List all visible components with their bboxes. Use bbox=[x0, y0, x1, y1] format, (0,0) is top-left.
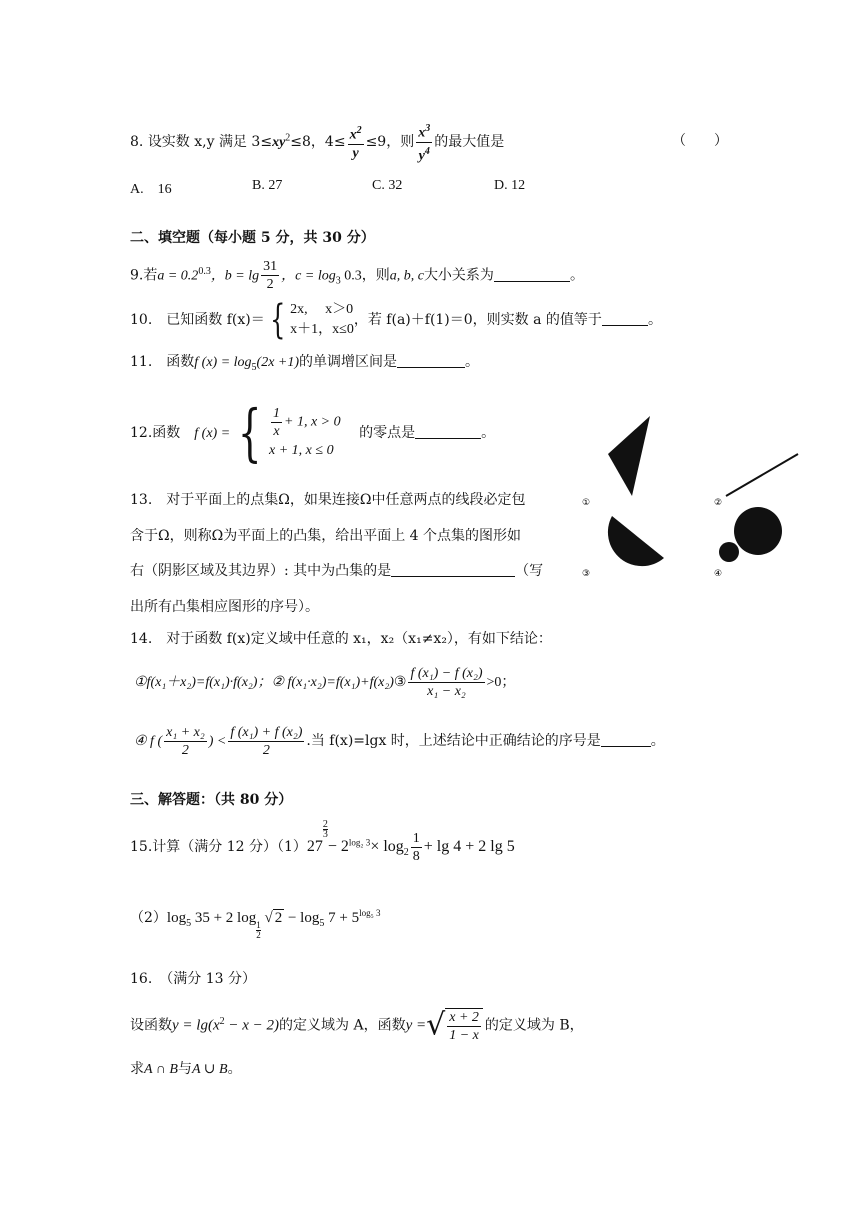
question-11 bbox=[130, 351, 479, 373]
q8-option-a: A. 16 bbox=[130, 182, 172, 197]
q9-b-den: 2 bbox=[266, 277, 274, 293]
q9-c-sub: 3 bbox=[335, 275, 341, 287]
q9-c-tail: 0.3，则 bbox=[340, 268, 390, 284]
q10-case-2: x＋1，x≤0 bbox=[290, 322, 354, 337]
q16-y2: y = bbox=[405, 1017, 427, 1034]
q15-e1: log bbox=[166, 910, 187, 926]
q16-set-1: A ∩ B bbox=[144, 1062, 178, 1077]
q15-t3-num: 1 bbox=[412, 830, 420, 846]
q14-c3-tail: >0； bbox=[486, 675, 516, 690]
q14-c4-num: x₁ + x₂ bbox=[166, 725, 205, 741]
q16-y2-num: x + 2 bbox=[449, 1009, 479, 1025]
q15-e1-tail: 35 + 2 log bbox=[191, 910, 257, 926]
q8-frac2-den: y bbox=[418, 148, 425, 164]
q8-xy: xy bbox=[272, 135, 286, 151]
q13-line-1: 13. 对于平面上的点集Ω，如果连接Ω中任意两点的线段必定包 bbox=[130, 492, 526, 508]
q11-pre: 11. 函数 bbox=[130, 354, 195, 370]
q12-case1-den: x bbox=[273, 423, 280, 439]
q8-option-d: D. 12 bbox=[494, 178, 526, 193]
figure-label-1: ① bbox=[582, 498, 591, 508]
q14-c3: ③ bbox=[393, 675, 407, 690]
q16-line-2a: 求 bbox=[130, 1061, 144, 1077]
q14-c4-fraction-2 bbox=[228, 724, 304, 759]
q15-t1: 27 bbox=[306, 838, 323, 855]
q15-t1-exp-den: 3 bbox=[322, 829, 328, 840]
q15-part-1 bbox=[130, 820, 515, 875]
q10-end: 。 bbox=[647, 312, 662, 328]
q16-line-2b: 与 bbox=[177, 1061, 192, 1077]
q12-case-1 bbox=[269, 405, 341, 440]
q11-sub: 5 bbox=[251, 361, 257, 373]
q13-line-2: 含于Ω，则称Ω为平面上的凸集，给出平面上 4 个点集的图形如 bbox=[130, 528, 522, 544]
q16-set-2: A ∪ B bbox=[191, 1062, 228, 1077]
q14-answer-blank[interactable] bbox=[601, 732, 651, 747]
q10-answer-blank[interactable] bbox=[602, 311, 648, 326]
q8-frac1-den: y bbox=[352, 145, 359, 161]
q10-brace: { bbox=[269, 297, 286, 343]
q16-head: 16. （满分 13 分） bbox=[130, 971, 256, 987]
q12-brace: { bbox=[237, 396, 262, 469]
q14-c4-den: 2 bbox=[181, 743, 189, 759]
q12-case1-tail: + 1, x > 0 bbox=[284, 414, 341, 430]
q16-line-1 bbox=[130, 1002, 584, 1046]
q8-option-b: B. 27 bbox=[252, 178, 283, 193]
q8-exp: 2 bbox=[285, 132, 291, 144]
q8-fraction-1 bbox=[348, 122, 364, 162]
q12-answer-blank[interactable] bbox=[415, 424, 481, 439]
q13-line-3 bbox=[130, 560, 543, 580]
q10-case-1: 2x, x＞0 bbox=[290, 302, 354, 317]
q15-e3: − log bbox=[287, 910, 320, 926]
q16-line-1b: 的定义域为 A，函数 bbox=[279, 1017, 406, 1034]
q9-tail: 大小关系为 bbox=[423, 267, 494, 284]
q14-c4-den2: 2 bbox=[262, 743, 270, 759]
q15-t3-fraction bbox=[411, 830, 422, 865]
q14-c3-den: x₁ − x₂ bbox=[427, 684, 466, 700]
q15-e2-radicand: 2 bbox=[274, 910, 283, 926]
q13-line-3b: （写 bbox=[515, 563, 544, 579]
q15-e2-sub bbox=[256, 921, 261, 940]
q13-line-3a: 右（阴影区域及其边界）: 其中为凸集的是 bbox=[130, 563, 392, 579]
q8-text: 设实数 x,y 满足 3≤ bbox=[147, 134, 273, 151]
figure-3-semicircle bbox=[608, 516, 664, 566]
q12-fx: f (x) bbox=[194, 426, 218, 441]
q14-c1: ①f(x₁＋x₂)=f(x₁)·f(x₂)； bbox=[134, 675, 272, 690]
q8-answer-paren: （ ） bbox=[672, 133, 728, 149]
q14-c2: ② f(x₁·x₂)=f(x₁)+f(x₂) bbox=[271, 675, 394, 690]
q16-y1-exp: 2 bbox=[219, 1016, 225, 1027]
q11-fx: f (x) = log bbox=[194, 355, 252, 370]
q9-abc: a, b, c bbox=[389, 268, 424, 284]
q11-end: 。 bbox=[465, 354, 480, 370]
q8-option-c: C. 32 bbox=[372, 178, 403, 193]
q16-line-1a: 设函数 bbox=[130, 1017, 172, 1034]
figure-4-large-circle bbox=[734, 507, 782, 555]
q15-e1-sub: 5 bbox=[186, 918, 192, 929]
q8-text-c: ≤9，则 bbox=[365, 134, 415, 151]
q9-end: 。 bbox=[569, 267, 584, 284]
q12-tail: 的零点是 bbox=[359, 425, 416, 441]
figure-4-small-circle bbox=[719, 542, 739, 562]
q11-answer-blank[interactable] bbox=[397, 353, 465, 368]
q15-t3-sub: 2 bbox=[403, 846, 409, 858]
q15-e2-sub-num: 1 bbox=[256, 920, 261, 930]
q15-e3-tail: 7 + 5 bbox=[324, 910, 360, 926]
q15-t2: − 2 bbox=[327, 838, 349, 855]
section-3-title: 三、解答题：（共 80 分） bbox=[130, 792, 293, 808]
q15-e2-sub-den: 2 bbox=[256, 930, 261, 940]
q14-c4-tail: .当 f(x)=lgx 时，上述结论中正确结论的序号是 bbox=[306, 733, 601, 749]
q8-text-d: 的最大值是 bbox=[434, 134, 505, 151]
q15-e4-exp: log₅ 3 bbox=[359, 908, 381, 918]
q13-line-4: 出所有凸集相应图形的序号）。 bbox=[130, 599, 319, 615]
q16-y2-den: 1 − x bbox=[449, 1027, 479, 1043]
q9-c: ，c = log bbox=[281, 268, 336, 284]
q9-a: a = 0.2 bbox=[157, 268, 199, 284]
q11-arg: (2x +1) bbox=[256, 355, 300, 370]
q11-tail: 的单调增区间是 bbox=[299, 354, 398, 370]
q15-part-2: $(2)\log_5$ 35 + 2 log $\frac{1}{2}$ √ $2 - \log_5 7 + 5^{log_5 3}$ bbox=[130, 908, 381, 940]
q9-answer-blank[interactable] bbox=[494, 267, 570, 282]
q8-frac1-exp: 2 bbox=[356, 125, 362, 137]
q12-pre: 12.函数 bbox=[130, 425, 195, 441]
q9-a-exp: 0.3 bbox=[198, 266, 211, 277]
q8-number: 8. bbox=[130, 134, 144, 151]
q16-y2-fraction bbox=[445, 1008, 483, 1044]
q10-cases bbox=[290, 300, 354, 340]
q8-fraction-2 bbox=[416, 120, 432, 164]
question-9 bbox=[130, 252, 584, 301]
q15-t2-exp: log₂ 3 bbox=[348, 837, 371, 848]
q16-y1-tail: − x − 2) bbox=[224, 1017, 280, 1034]
q8-text-b: ≤8，4≤ bbox=[290, 134, 346, 151]
q12-case1-num: 1 bbox=[273, 405, 281, 421]
q10-tail: ，若 f(a)＋f(1)＝0，则实数 a 的值等于 bbox=[353, 312, 602, 328]
q14-c4-mid: ) < bbox=[208, 734, 227, 749]
q9-b-fraction bbox=[261, 258, 279, 293]
q8-frac1-num: x bbox=[349, 127, 357, 143]
q15-t3: × log bbox=[370, 838, 404, 855]
q14-c3-num: f (x₁) − f (x₂) bbox=[410, 666, 483, 682]
q9-pre: 9.若 bbox=[130, 267, 158, 284]
q13-answer-blank[interactable] bbox=[391, 562, 515, 577]
figure-1-triangle bbox=[608, 416, 650, 496]
q12-case-2: x + 1, x ≤ 0 bbox=[269, 442, 334, 458]
q8-frac2-numexp: 3 bbox=[425, 123, 431, 134]
q15-pre: 15.计算（满分 12 分）（1） bbox=[130, 839, 307, 855]
q16-end: 。 bbox=[227, 1061, 242, 1077]
q14-c4-pre: ④ f ( bbox=[134, 734, 163, 749]
q8-frac2-num: x bbox=[418, 125, 426, 141]
q15-t1-exp bbox=[323, 820, 328, 839]
q14-line-1: 14. 对于函数 f(x)定义域中任意的 x₁，x₂（x₁≠x₂），有如下结论： bbox=[130, 631, 552, 647]
q15-p2: （2） bbox=[130, 910, 167, 926]
figure-label-2: ② bbox=[714, 498, 723, 508]
question-12 bbox=[130, 396, 496, 469]
question-10 bbox=[130, 298, 662, 342]
q14-c4-fraction-1 bbox=[164, 724, 207, 759]
q14-c3-fraction bbox=[408, 665, 484, 700]
figure-label-4: ④ bbox=[714, 569, 723, 579]
q10-pre: 10. 已知函数 f(x)＝ bbox=[130, 312, 265, 328]
q16-y1: y = lg(x bbox=[172, 1017, 220, 1034]
q9-b-num: 31 bbox=[263, 259, 278, 275]
q15-t1-exp-num: 2 bbox=[322, 819, 328, 830]
section-2-title: 二、填空题（每小题 5 分，共 30 分） bbox=[130, 230, 375, 246]
q12-end: 。 bbox=[481, 425, 496, 441]
q16-sqrt-sign: √ bbox=[426, 1007, 446, 1043]
q16-line-2 bbox=[130, 1058, 242, 1078]
q12-eq: = bbox=[221, 426, 230, 441]
convex-set-figures bbox=[578, 404, 818, 584]
figure-2-segment bbox=[726, 454, 798, 496]
q9-b: ，b = lg bbox=[210, 268, 260, 284]
q8-frac2-denexp: 4 bbox=[424, 145, 430, 157]
q12-cases bbox=[269, 405, 341, 462]
q15-t3-den: 8 bbox=[412, 848, 420, 864]
q15-t4: + lg 4 + 2 lg 5 bbox=[423, 838, 515, 855]
q16-line-1c: 的定义域为 B， bbox=[484, 1017, 584, 1034]
q14-conclusions-1 bbox=[134, 660, 515, 706]
question-8 bbox=[130, 120, 505, 164]
q14-conclusions-2 bbox=[134, 718, 665, 765]
q15-e3-sub: 5 bbox=[319, 918, 325, 929]
q14-c4-num2: f (x₁) + f (x₂) bbox=[230, 725, 303, 741]
figure-label-3: ③ bbox=[582, 569, 591, 579]
q14-end: 。 bbox=[650, 734, 665, 749]
